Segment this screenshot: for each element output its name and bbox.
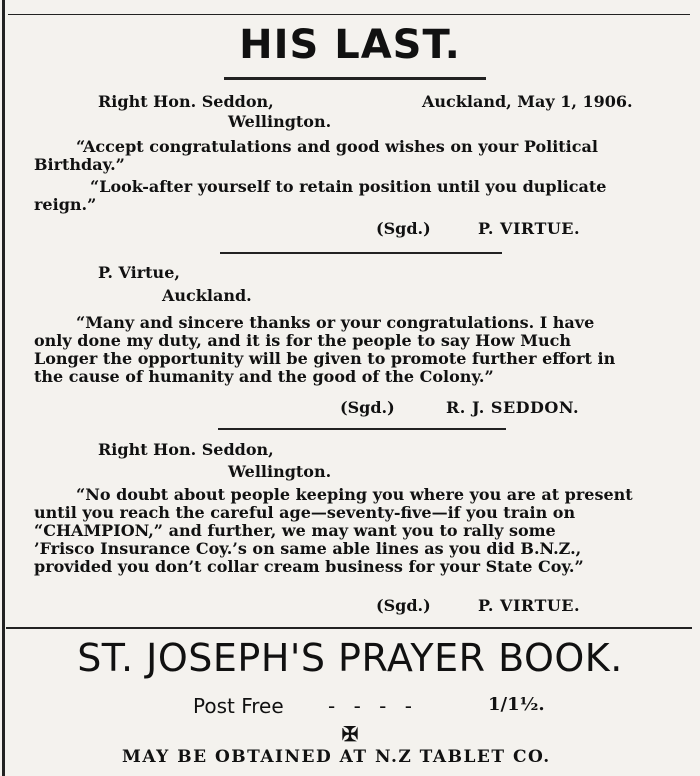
- letter3-city: Wellington.: [228, 462, 332, 481]
- letter1-signatory: P. VIRTUE.: [478, 219, 581, 238]
- letter1-para1-line1: “Accept congratulations and good wishes on your Political: [76, 137, 598, 156]
- letter3-line3: “CHAMPION,” and further, we may want you to rally some: [34, 521, 556, 540]
- advert-price: 1/1½.: [488, 694, 545, 715]
- letter2-addressee: P. Virtue,: [98, 263, 180, 282]
- letter3-body: [34, 486, 694, 576]
- top-rule: [8, 14, 690, 15]
- letter2-line2: only done my duty, and it is for the people to say How Much: [34, 331, 571, 350]
- letter2-city: Auckland.: [162, 286, 252, 305]
- letter3-line2: until you reach the careful age—seventy-five—if you train on: [34, 503, 576, 522]
- letter1-addressee: Right Hon. Seddon,: [98, 92, 274, 111]
- letter1-para2-line2: reign.”: [34, 195, 97, 214]
- letter3-line1: “No doubt about people keeping you where you are at present: [76, 485, 633, 504]
- section-rule: [6, 627, 692, 629]
- letter3-addressee: Right Hon. Seddon,: [98, 440, 274, 459]
- letter1-signed: (Sgd.): [376, 219, 431, 238]
- letter1-dateline: Auckland, May 1, 1906.: [422, 92, 633, 111]
- advert-availability: MAY BE OBTAINED AT N.Z TABLET CO.: [122, 747, 551, 767]
- divider-1: [220, 252, 502, 254]
- letter3-signatory: P. VIRTUE.: [478, 596, 581, 615]
- letter2-body: [34, 314, 694, 386]
- letter2-signatory: R. J. SEDDON.: [446, 398, 580, 417]
- advert-post-label: [193, 694, 418, 718]
- post-free-text: Post Free: [193, 694, 284, 718]
- letter2-line3: Longer the opportunity will be given to promote further effort in: [34, 349, 616, 368]
- letter3-line5: provided you don’t collar cream business for your State Coy.”: [34, 557, 584, 576]
- leader-dashes: - - - -: [328, 694, 418, 718]
- cross-ornament-icon: ✠: [341, 722, 359, 746]
- headline: HIS LAST.: [239, 22, 461, 68]
- letter2-line1: “Many and sincere thanks or your congratulations. I have: [76, 313, 595, 332]
- letter2-line4: the cause of humanity and the good of the Colony.”: [34, 367, 494, 386]
- letter1-para2: [34, 178, 694, 214]
- letter1-city: Wellington.: [228, 112, 332, 131]
- headline-underline: [224, 77, 486, 80]
- divider-2: [218, 428, 506, 430]
- letter2-signed: (Sgd.): [340, 398, 395, 417]
- letter3-signed: (Sgd.): [376, 596, 431, 615]
- letter1-para1-line2: Birthday.”: [34, 155, 125, 174]
- advert-title: ST. JOSEPH'S PRAYER BOOK.: [77, 636, 623, 680]
- letter1-para1: [34, 138, 694, 174]
- letter3-line4: ’Frisco Insurance Coy.’s on same able lines as you did B.N.Z.,: [34, 539, 582, 558]
- letter1-para2-line1: “Look-after yourself to retain position until you duplicate: [90, 177, 607, 196]
